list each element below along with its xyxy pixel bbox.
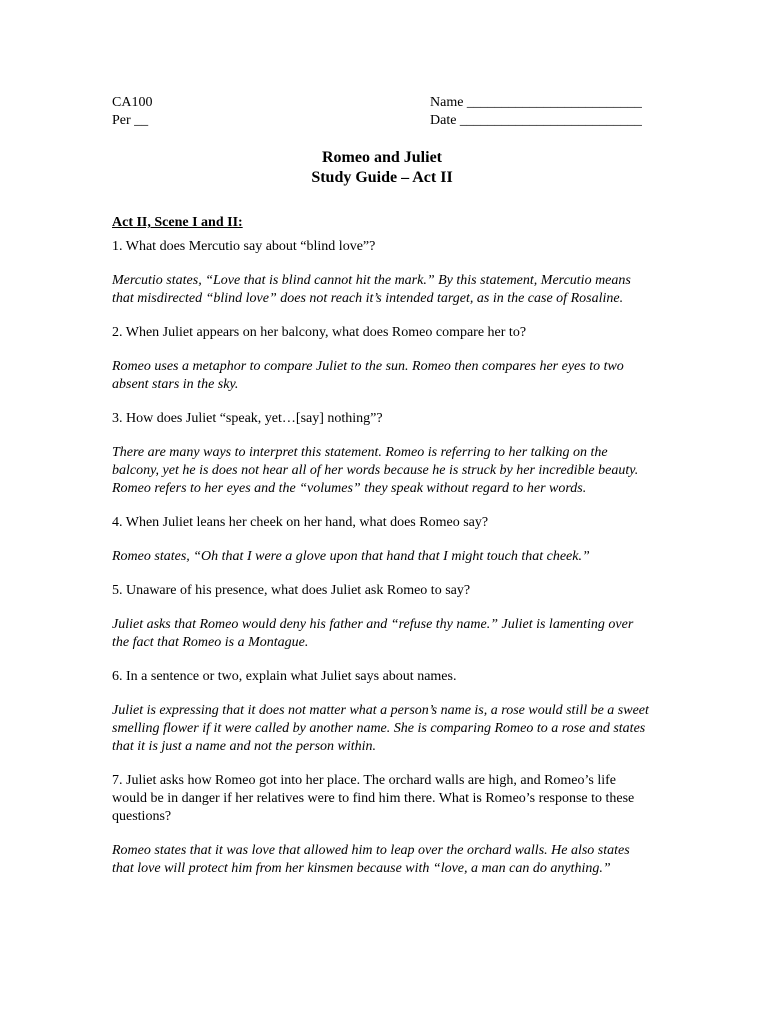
answer-7: Romeo states that it was love that allowed him to leap over the orchard walls. He also states that love will protect him from her kinsmen because with “love, a man can do anything.” bbox=[112, 843, 630, 876]
question-7: 7. Juliet asks how Romeo got into her place. The orchard walls are high, and Romeo’s life would be in danger if her relatives were to find him there. What is Romeo’s response to these questions? bbox=[112, 773, 635, 824]
qa-item-2 bbox=[112, 324, 652, 394]
document-page bbox=[112, 94, 652, 894]
qa-item-6 bbox=[112, 668, 652, 756]
title-line-2: Study Guide – Act II bbox=[311, 169, 453, 186]
qa-item-3 bbox=[112, 410, 652, 498]
answer-1: Mercutio states, “Love that is blind cannot hit the mark.” By this statement, Mercutio means that misdirected “blind love” does not reach it’s intended target, as in the case of Rosaline. bbox=[112, 273, 631, 306]
course-code: CA100 bbox=[112, 95, 153, 110]
document-header bbox=[112, 94, 652, 134]
answer-5: Juliet asks that Romeo would deny his father and “refuse thy name.” Juliet is lamenting over the fact that Romeo is a Montague. bbox=[112, 617, 634, 650]
question-5: 5. Unaware of his presence, what does Juliet ask Romeo to say? bbox=[112, 583, 471, 598]
answer-4: Romeo states, “Oh that I were a glove upon that hand that I might touch that cheek.” bbox=[112, 549, 590, 564]
question-4: 4. When Juliet leans her cheek on her hand, what does Romeo say? bbox=[112, 515, 489, 530]
section-heading: Act II, Scene I and II: bbox=[112, 215, 243, 230]
qa-list bbox=[112, 238, 652, 878]
period-field: Per __ bbox=[112, 113, 149, 128]
qa-item-5 bbox=[112, 582, 652, 652]
header-left bbox=[112, 94, 152, 130]
answer-2: Romeo uses a metaphor to compare Juliet to the sun. Romeo then compares her eyes to two absent stars in the sky. bbox=[112, 359, 624, 392]
question-2: 2. When Juliet appears on her balcony, what does Romeo compare her to? bbox=[112, 325, 527, 340]
document-title bbox=[112, 148, 652, 188]
answer-6: Juliet is expressing that it does not matter what a person’s name is, a rose would still be a sweet smelling flower if it were called by another name. She is comparing Romeo to a rose and states that it is just a name and not the person within. bbox=[112, 703, 649, 754]
question-6: 6. In a sentence or two, explain what Juliet says about names. bbox=[112, 669, 457, 684]
answer-3: There are many ways to interpret this statement. Romeo is referring to her talking on the balcony, yet he is does not hear all of her words because he is struck by her incredible beauty. Romeo refers to her eyes and the “volumes” they speak without regard to her words. bbox=[112, 445, 639, 496]
name-field: Name _________________________ bbox=[430, 95, 642, 110]
header-right bbox=[430, 94, 642, 130]
qa-item-7 bbox=[112, 772, 652, 878]
question-3: 3. How does Juliet “speak, yet…[say] nothing”? bbox=[112, 411, 383, 426]
date-field: Date __________________________ bbox=[430, 113, 642, 128]
qa-item-1 bbox=[112, 238, 652, 308]
title-line-1: Romeo and Juliet bbox=[322, 149, 442, 166]
qa-item-4 bbox=[112, 514, 652, 566]
question-1: 1. What does Mercutio say about “blind love”? bbox=[112, 239, 376, 254]
